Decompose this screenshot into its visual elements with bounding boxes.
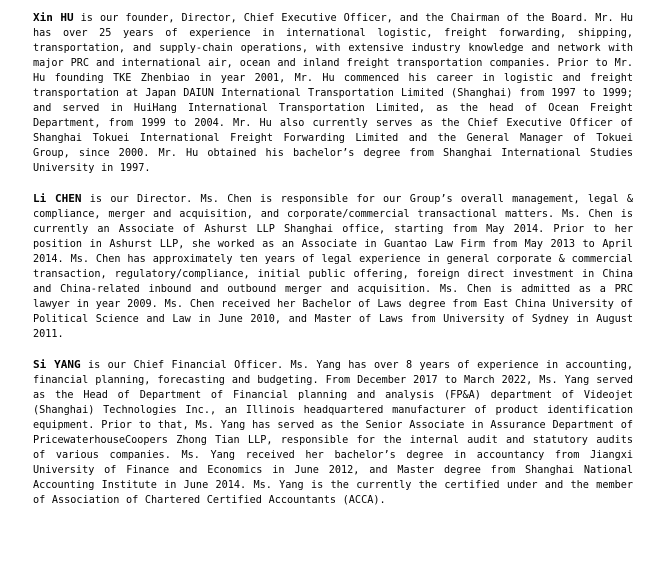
bio-paragraph-li-chen: [33, 191, 633, 342]
document-page: [33, 10, 633, 523]
bio-text: is our founder, Director, Chief Executive Officer, and the Chairman of the Board. Mr. Hu has over 25 years of experience in international logistic, freight forwarding, shipping, transportation, and supply-chain operations, with extensive industry knowledge and network with major PRC and international air, ocean and inland freight transportation companies. Prior to Mr. Hu founding TKE Zhenbiao in year 2001, Mr. Hu commenced his career in logistic and freight transportation at Japan DAIUN International Transportation Limited (Shanghai) from 1997 to 1999; and served in HuiHang International Transportation Limited, as the head of Ocean Freight Department, from 1999 to 2004. Mr. Hu also currently serves as the Chief Executive Officer of Shanghai Tokuei International Freight Forwarding Limited and the General Manager of Tokuei Group, since 2000. Mr. Hu obtained his bachelor’s degree from Shanghai International Studies University in 1997.: [33, 13, 633, 174]
bio-paragraph-xin-hu: [33, 10, 633, 176]
bio-name: Si YANG: [33, 358, 81, 371]
bio-name: Li CHEN: [33, 192, 82, 205]
bio-text: is our Director. Ms. Chen is responsible for our Group’s overall management, legal & compliance, merger and acquisition, and corporate/commercial transactional matters. Ms. Chen is currently an Associate of Ashurst LLP Shanghai office, starting from May 2014. Prior to her position in Ashurst LLP, she worked as an Associate in Guantao Law Firm from May 2013 to April 2014. Ms. Chen has approximately ten years of legal experience in general corporate & commercial transaction, regulatory/compliance, initial public offering, foreign direct investment in China and China-related inbound and outbound merger and acquisition. Ms. Chen is admitted as a PRC lawyer in year 2009. Ms. Chen received her Bachelor of Laws degree from East China University of Political Science and Law in June 2010, and Master of Laws from University of Sydney in August 2011.: [33, 194, 633, 340]
bio-paragraph-si-yang: [33, 357, 633, 508]
bio-text: is our Chief Financial Officer. Ms. Yang has over 8 years of experience in accounting, financial planning, forecasting and budgeting. From December 2017 to March 2022, Ms. Yang served as the Head of Department of Financial planning and analysis (FP&A) department of Videojet (Shanghai) Technologies Inc., an Illinois headquartered manufacturer of product identification equipment. Prior to that, Ms. Yang has served as the Senior Associate in Assurance Department of PricewaterhouseCoopers Zhong Tian LLP, responsible for the internal audit and statutory audits of various companies. Ms. Yang received her bachelor’s degree in accountancy from Jiangxi University of Finance and Economics in June 2012, and Master degree from Shanghai National Accounting Institute in June 2014. Ms. Yang is the currently the certified under and the member of Association of Chartered Certified Accountants (ACCA).: [33, 360, 634, 506]
bio-name: Xin HU: [33, 11, 74, 24]
